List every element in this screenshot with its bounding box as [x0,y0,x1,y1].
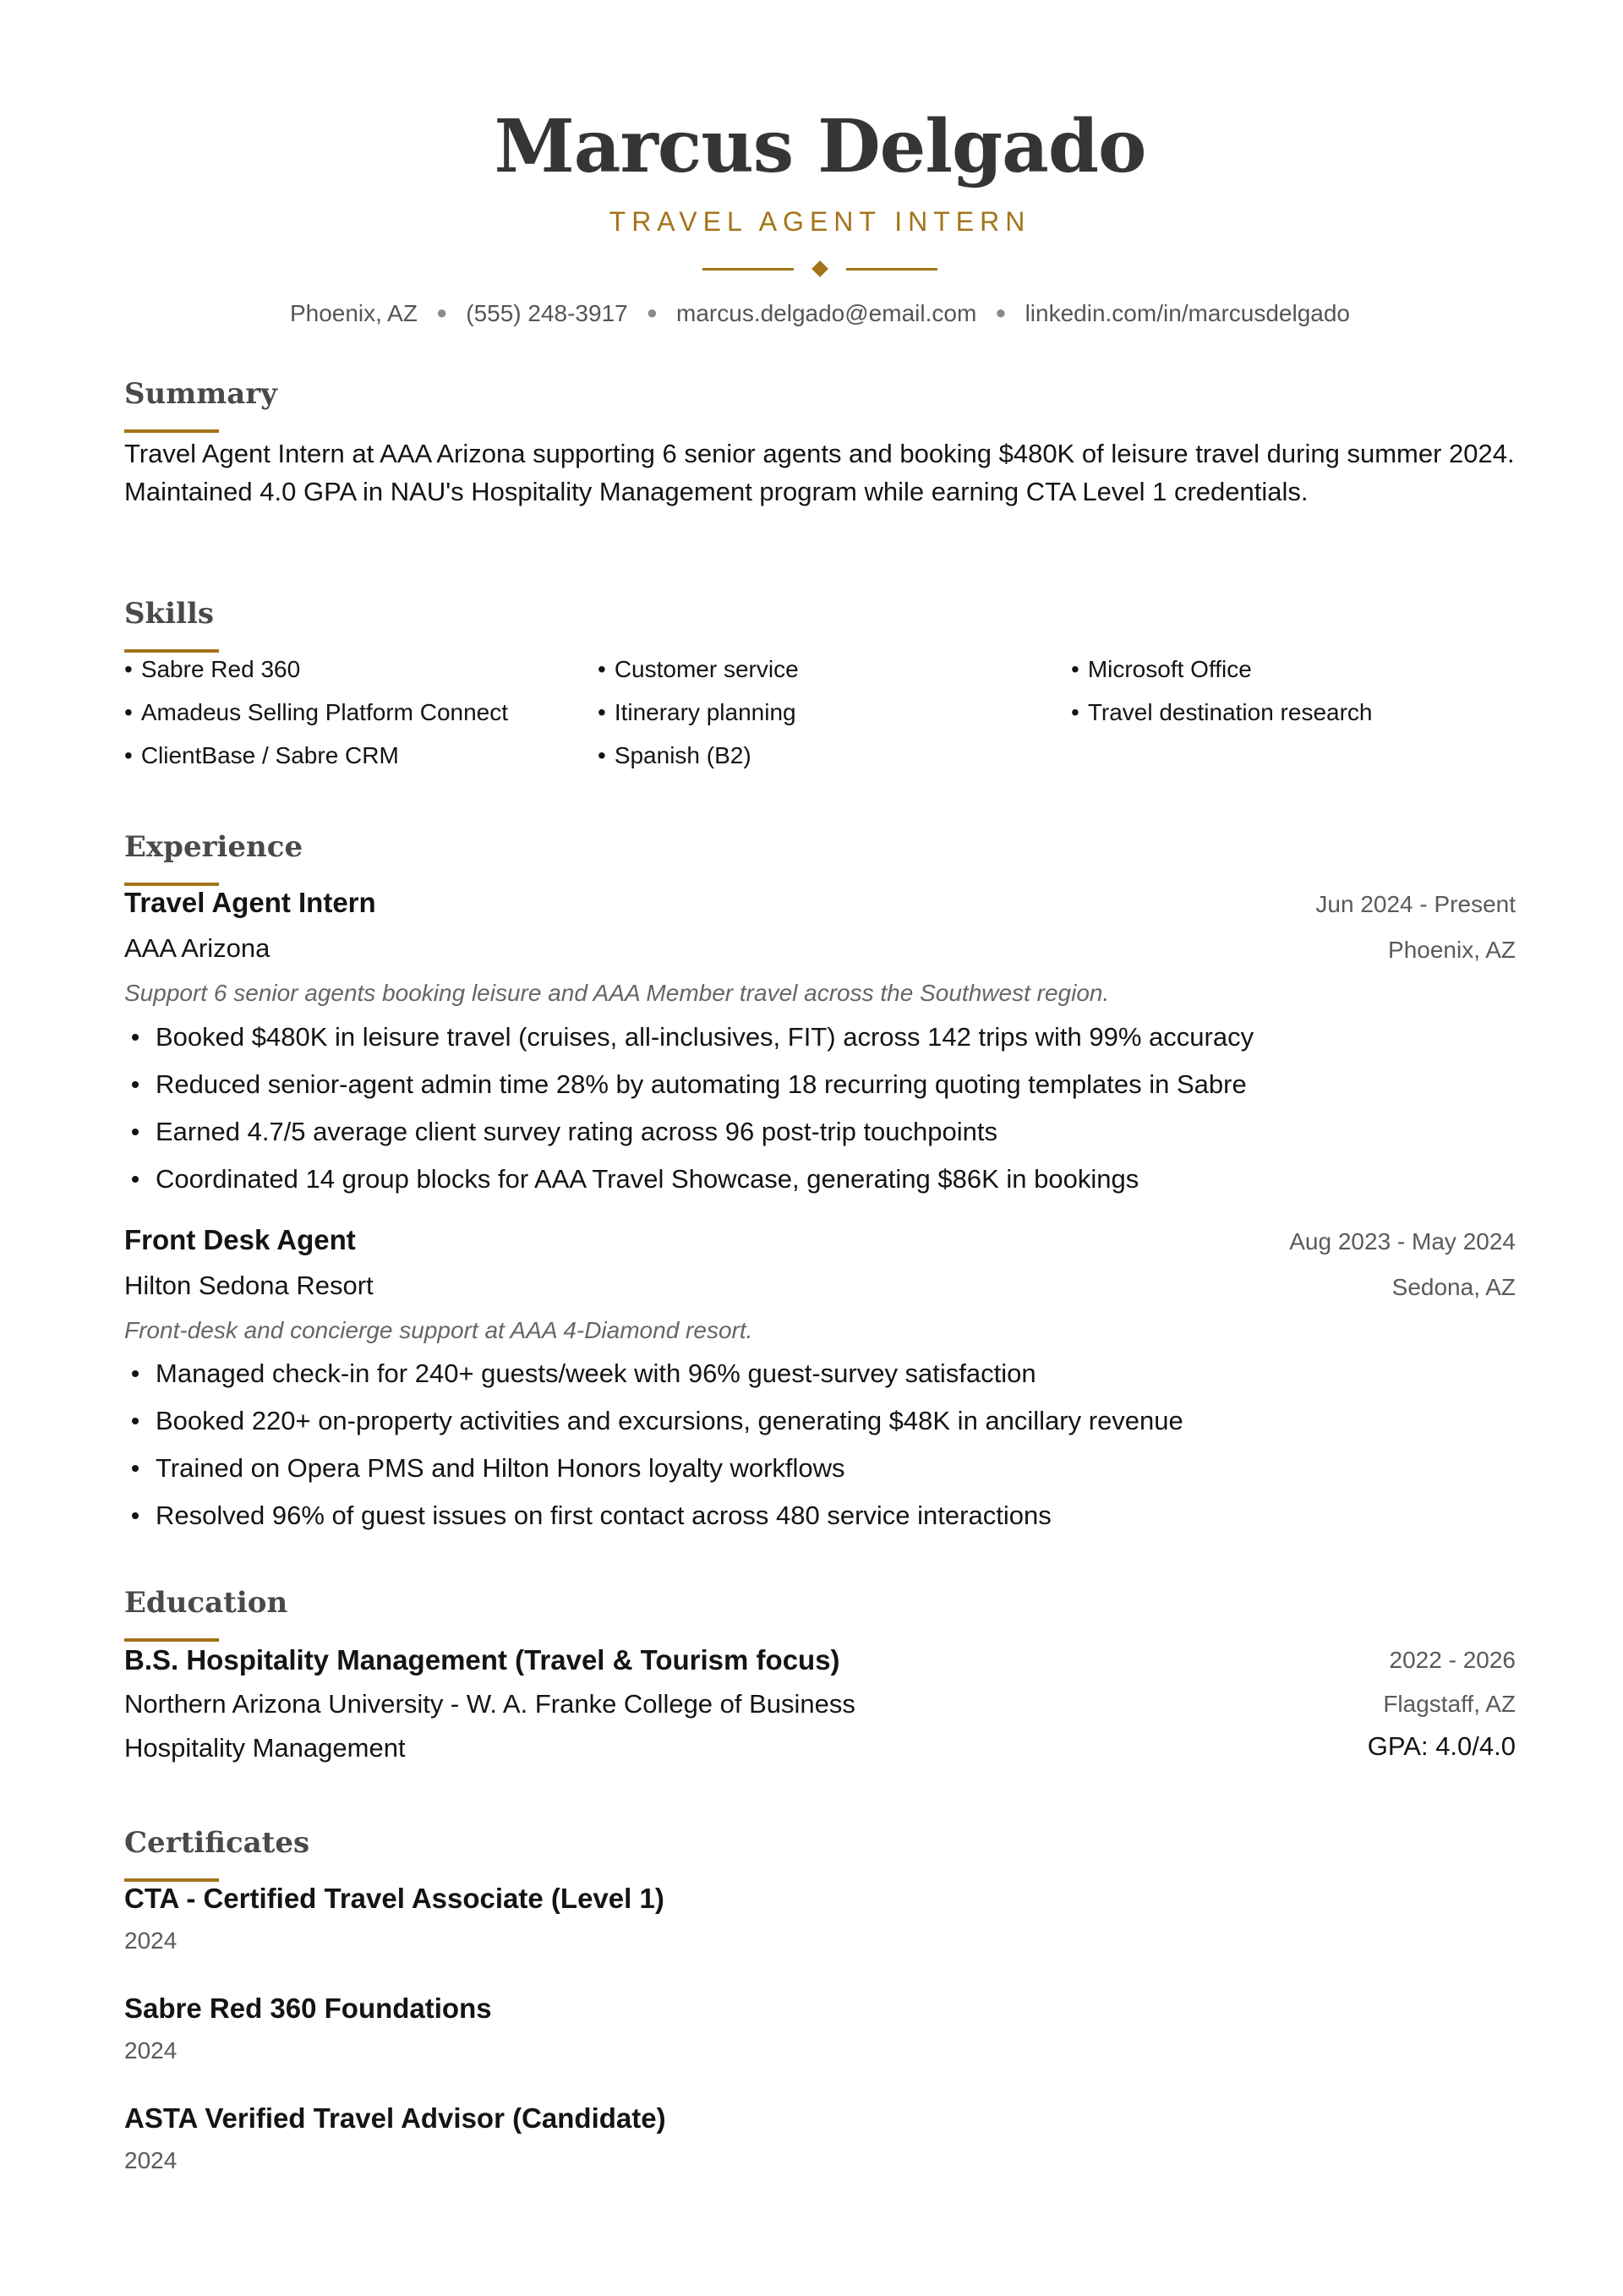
skills-heading: Skills [124,597,215,631]
school-name: Northern Arizona University - W. A. Franke College of Business [124,1689,855,1719]
candidate-title: TRAVEL AGENT INTERN [609,206,1031,237]
list-item: Reduced senior-agent admin time 28% by automating 18 recurring quoting templates in Sabre [124,1061,1516,1108]
contact-phone: (555) 248-3917 [466,300,628,326]
certificate-year: 2024 [124,2147,178,2173]
job-description: Support 6 senior agents booking leisure and AAA Member travel across the Southwest region. [124,980,1110,1006]
experience-heading: Experience [124,830,303,864]
separator-dot-icon: ● [435,302,448,323]
certificate-year: 2024 [124,1927,178,1954]
skill-item: • Amadeus Selling Platform Connect [124,696,508,730]
education-gpa: GPA: 4.0/4.0 [1367,1731,1516,1761]
job-dates: Aug 2023 - May 2024 [1289,1228,1516,1255]
job-company: Hilton Sedona Resort [124,1271,374,1300]
certificate-name: CTA - Certified Travel Associate (Level 1) [124,1883,664,1914]
job-location: Sedona, AZ [1391,1274,1516,1300]
job-location: Phoenix, AZ [1388,937,1516,963]
list-item: Coordinated 14 group blocks for AAA Travel Showcase, generating $86K in bookings [124,1156,1516,1203]
skill-item: • Microsoft Office [1071,653,1252,686]
job-title: Front Desk Agent [124,1224,356,1255]
summary-text: Travel Agent Intern at AAA Arizona supporting 6 senior agents and booking $480K of leisure travel during summer 2024. Maintained 4.0 GPA in NAU's Hospitality Management program while earning CTA Level 1 credentials. [124,439,1515,506]
job-bullets [124,1350,1516,1539]
education-major: Hospitality Management [124,1733,406,1763]
list-item: Booked 220+ on-property activities and excursions, generating $48K in ancillary revenue [124,1397,1516,1445]
diamond-icon [812,260,828,277]
job-title: Travel Agent Intern [124,887,376,918]
contact-location: Phoenix, AZ [289,300,418,326]
skill-item: • ClientBase / Sabre CRM [124,739,399,773]
separator-dot-icon: ● [995,302,1007,323]
degree-title: B.S. Hospitality Management (Travel & Tourism focus) [124,1644,840,1676]
list-item: Trained on Opera PMS and Hilton Honors loyalty workflows [124,1445,1516,1492]
divider-line-left [702,268,794,271]
job-company: AAA Arizona [124,933,270,963]
certificates-heading: Certificates [124,1826,310,1860]
school-location: Flagstaff, AZ [1383,1691,1516,1717]
skill-item: • Sabre Red 360 [124,653,300,686]
job-bullets [124,1014,1516,1203]
education-dates: 2022 - 2026 [1389,1647,1516,1673]
contact-email[interactable]: marcus.delgado@email.com [676,300,977,326]
skill-item: • Travel destination research [1071,696,1373,730]
summary-rule [124,429,219,433]
divider-line-right [846,268,937,271]
certificate-name: ASTA Verified Travel Advisor (Candidate) [124,2102,666,2134]
contact-line [124,296,1516,331]
skill-item: • Spanish (B2) [598,739,751,773]
job-dates: Jun 2024 - Present [1315,891,1516,917]
list-item: Earned 4.7/5 average client survey rating across 96 post-trip touchpoints [124,1108,1516,1156]
skill-item: • Customer service [598,653,799,686]
contact-linkedin[interactable]: linkedin.com/in/marcusdelgado [1025,300,1351,326]
job-description: Front-desk and concierge support at AAA 4-Diamond resort. [124,1317,753,1343]
summary-heading: Summary [124,377,277,411]
certificate-name: Sabre Red 360 Foundations [124,1993,492,2024]
separator-dot-icon: ● [646,302,658,323]
list-item: Booked $480K in leisure travel (cruises, all-inclusives, FIT) across 142 trips with 99% accuracy [124,1014,1516,1061]
certificate-year: 2024 [124,2037,178,2064]
list-item: Managed check-in for 240+ guests/week with 96% guest-survey satisfaction [124,1350,1516,1397]
skill-item: • Itinerary planning [598,696,796,730]
education-heading: Education [124,1586,288,1620]
candidate-name: Marcus Delgado [494,104,1146,189]
list-item: Resolved 96% of guest issues on first contact across 480 service interactions [124,1492,1516,1539]
header-divider [124,257,1516,281]
